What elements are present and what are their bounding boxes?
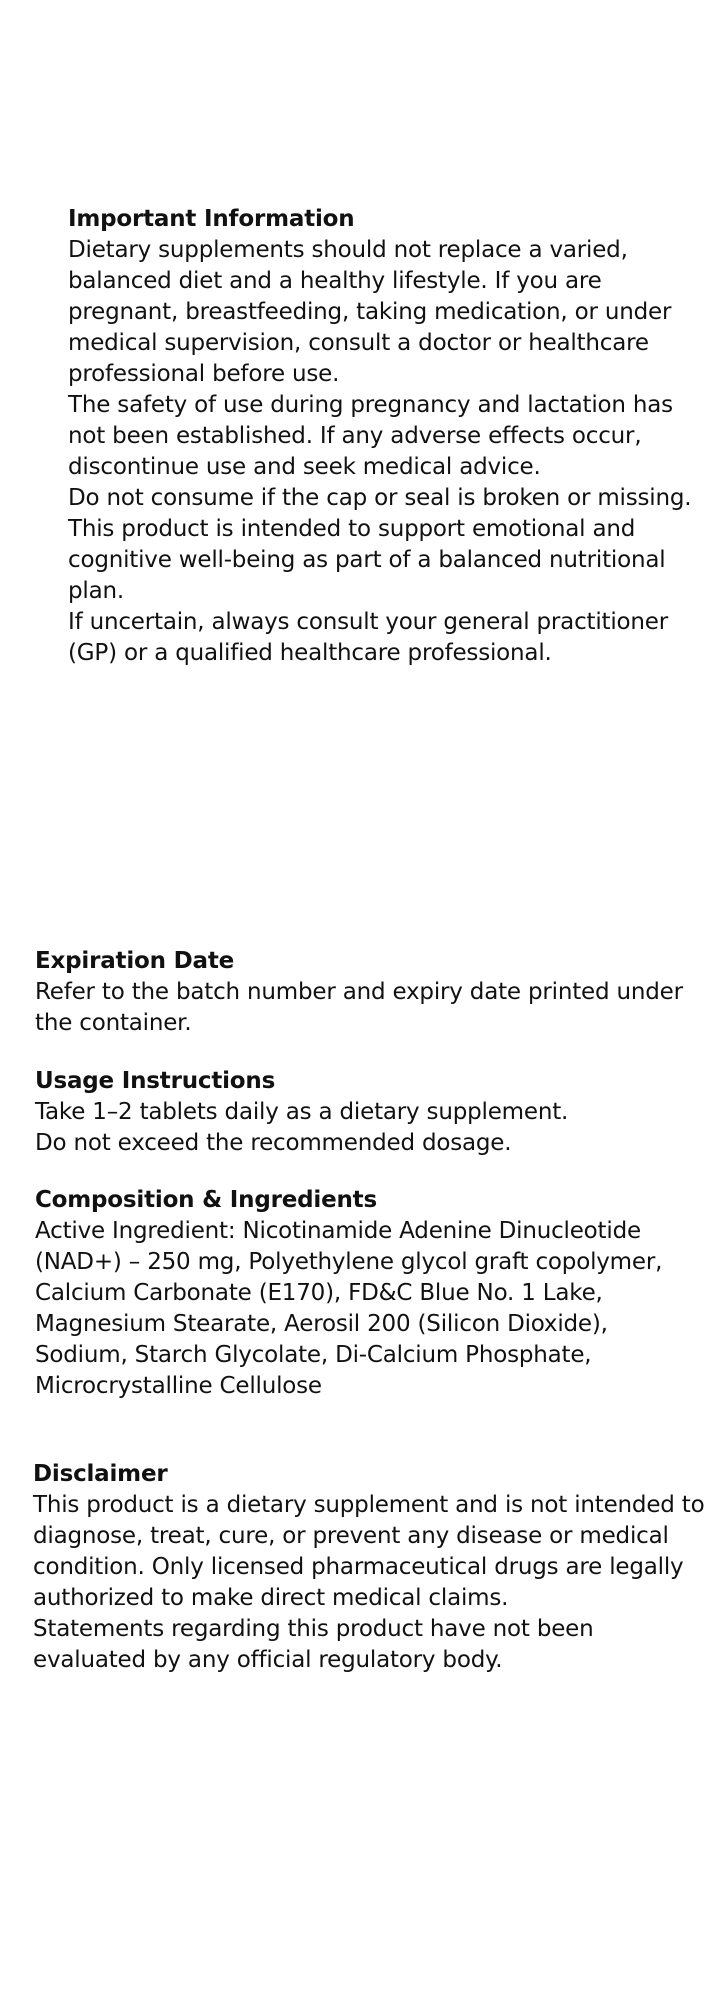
disclaimer-section <box>33 1459 713 1676</box>
important-paragraph-diet: Dietary supplements should not replace a varied, balanced diet and a healthy lifestyle. If you are pregnant, breastfeeding, taking medication, or under medical supervision, consult a doctor or healthcare professional before use. <box>68 237 672 387</box>
important-information-heading: Important Information <box>68 206 355 232</box>
composition-ingredients-section <box>35 1185 705 1402</box>
usage-paragraph-dose: Take 1–2 tablets daily as a dietary supplement. <box>35 1099 569 1125</box>
expiration-date-heading: Expiration Date <box>35 948 235 974</box>
important-paragraph-consult: If uncertain, always consult your general practitioner (GP) or a qualified healthcare professional. <box>68 609 668 666</box>
expiration-date-section <box>35 946 705 1039</box>
disclaimer-paragraph-evaluation: Statements regarding this product have not been evaluated by any official regulatory body. <box>33 1616 594 1673</box>
disclaimer-paragraph-claims: This product is a dietary supplement and is not intended to diagnose, treat, cure, or prevent any disease or medical condition. Only licensed pharmaceutical drugs are legally authorized to make direct medical claims. <box>33 1492 705 1611</box>
usage-paragraph-limit: Do not exceed the recommended dosage. <box>35 1130 512 1156</box>
important-information-section <box>68 204 708 669</box>
important-paragraph-seal: Do not consume if the cap or seal is broken or missing. <box>68 485 692 511</box>
composition-ingredients-heading: Composition & Ingredients <box>35 1187 377 1213</box>
ingredients-paragraph: Active Ingredient: Nicotinamide Adenine Dinucleotide (NAD+) – 250 mg, Polyethylene glycol graft copolymer, Calcium Carbonate (E170), FD&C Blue No. 1 Lake, Magnesium Stearate, Aerosil 200 (Silicon Dioxide), Sodium, Starch Glycolate, Di-Calcium Phosphate, Microcrystalline Cellulose <box>35 1218 663 1399</box>
usage-instructions-section <box>35 1066 705 1159</box>
important-paragraph-pregnancy: The safety of use during pregnancy and lactation has not been established. If any adverse effects occur, discontinue use and seek medical advice. <box>68 392 673 480</box>
expiration-paragraph: Refer to the batch number and expiry date printed under the container. <box>35 979 683 1036</box>
disclaimer-heading: Disclaimer <box>33 1461 168 1487</box>
important-paragraph-purpose: This product is intended to support emotional and cognitive well-being as part of a balanced nutritional plan. <box>68 516 666 604</box>
usage-instructions-heading: Usage Instructions <box>35 1068 276 1094</box>
